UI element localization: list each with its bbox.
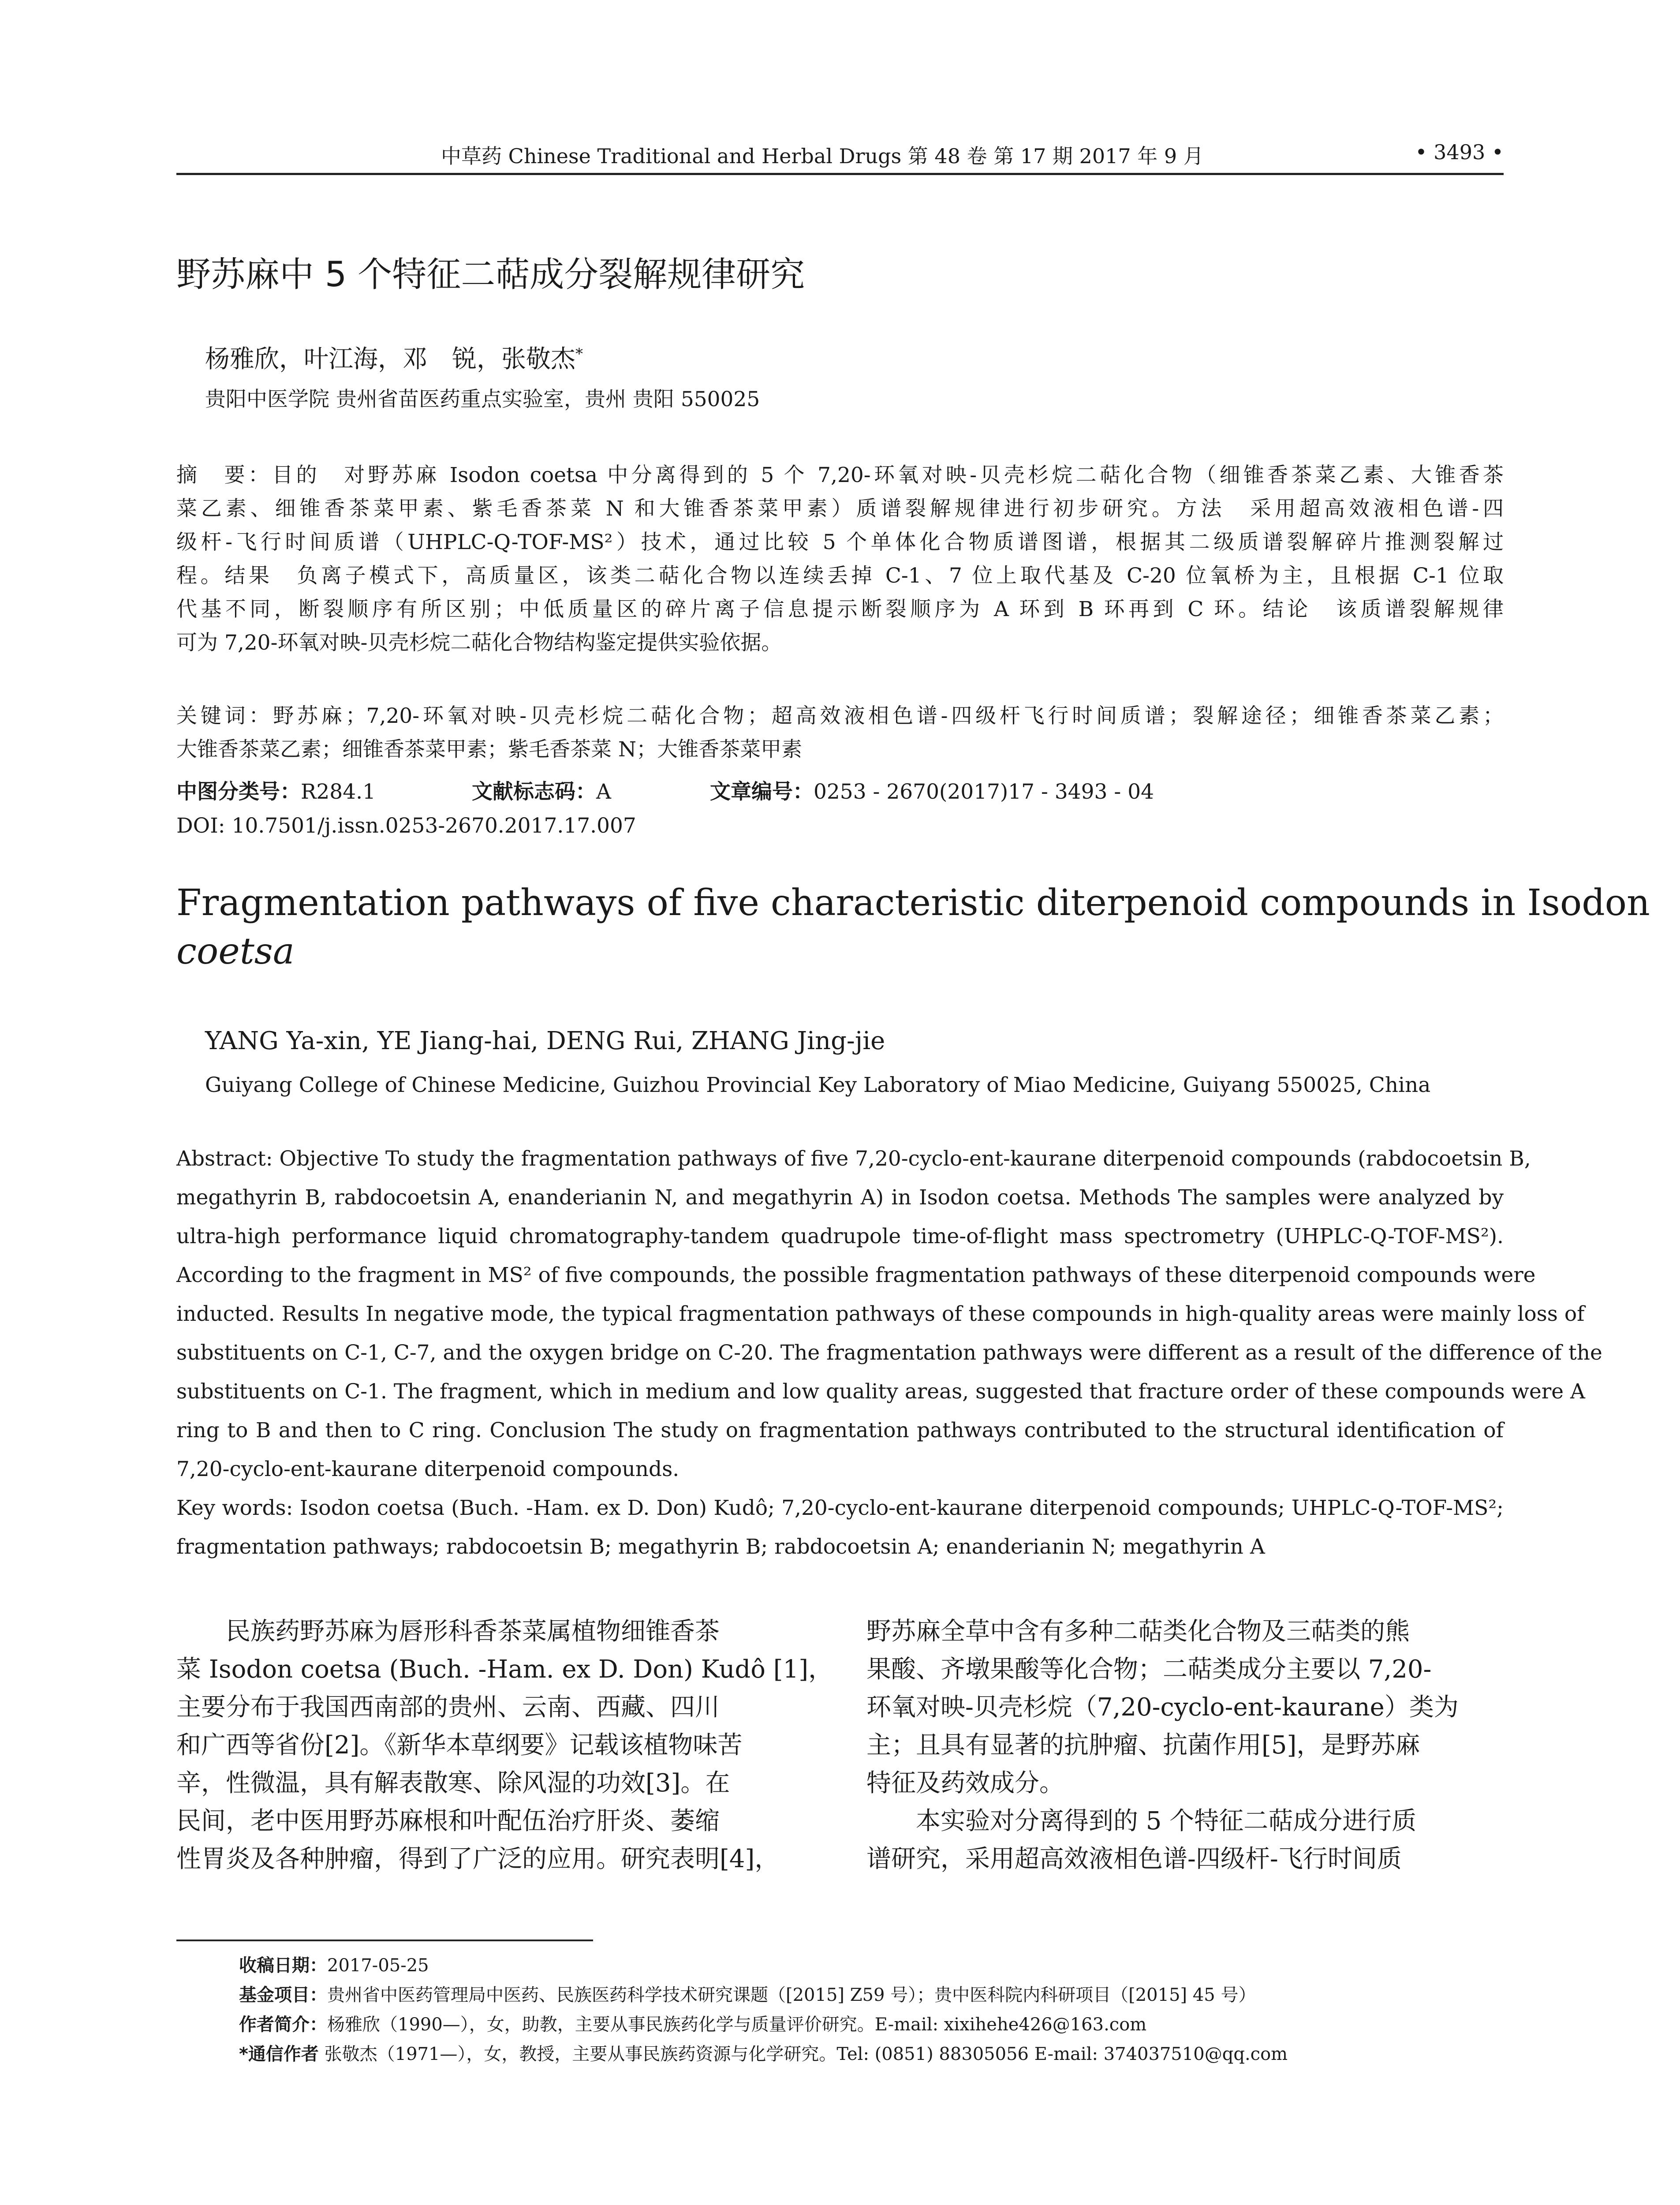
- abstract-line: According to the fragment in MS² of five compounds, the possible fragmentation pathways of these diterpenoid compounds were: [176, 1263, 1536, 1287]
- abstract-line: megathyrin B, rabdocoetsin A, enanderianin N, and megathyrin A) in Isodon coetsa. Methods The samples were analyzed by: [176, 1185, 1504, 1210]
- abstract-line: 代基不同，断裂顺序有所区别；中低质量区的碎片离子信息提示断裂顺序为 A 环到 B 环再到 C 环。结论 该质谱裂解规律: [176, 597, 1504, 621]
- chinese-title: 野苏麻中 5 个特征二萜成分裂解规律研究: [176, 255, 805, 295]
- body-line: 野苏麻全草中含有多种二萜类化合物及三萜类的熊: [866, 1617, 1410, 1646]
- page-number: • 3493 •: [1415, 140, 1504, 164]
- body-line: 辛，性微温，具有解表散寒、除风湿的功效[3]。在: [176, 1769, 730, 1798]
- english-authors: YANG Ya-xin, YE Jiang-hai, DENG Rui, ZHANG Jing-jie: [205, 1027, 885, 1055]
- abstract-line: 程。结果 负离子模式下，高质量区，该类二萜化合物以连续丢掉 C-1、7 位上取代基及 C-20 位氧桥为主，且根据 C-1 位取: [176, 564, 1504, 588]
- keywords-line: 关键词：野苏麻；7,20-环氧对映-贝壳杉烷二萜化合物；超高效液相色谱-四级杆飞行时间质谱；裂解途径；细锥香茶菜乙素；: [176, 704, 1504, 728]
- article-value: 0253 - 2670(2017)17 - 3493 - 04: [814, 780, 1154, 804]
- class-label: 中图分类号：: [176, 780, 301, 804]
- chinese-affiliation: 贵阳中医学院 贵州省苗医药重点实验室，贵州 贵阳 550025: [205, 387, 760, 411]
- body-line: 民间，老中医用野苏麻根和叶配伍治疗肝炎、萎缩: [176, 1807, 720, 1835]
- abstract-line: substituents on C-1. The fragment, which in medium and low quality areas, suggested that fracture order of these compounds were A: [176, 1379, 1585, 1404]
- english-title-line: coetsa: [176, 931, 295, 972]
- doccode-value: A: [596, 780, 611, 804]
- english-title-line: Fragmentation pathways of five characteristic diterpenoid compounds in Isodon: [176, 882, 1650, 924]
- doccode-label: 文献标志码：: [472, 780, 596, 804]
- article-label: 文章编号：: [710, 780, 814, 804]
- abstract-line: 摘 要：目的 对野苏麻 Isodon coetsa 中分离得到的 5 个 7,20-环氧对映-贝壳杉烷二萜化合物（细锥香茶菜乙素、大锥香茶: [176, 463, 1504, 487]
- abstract-line: substituents on C-1, C-7, and the oxygen bridge on C-20. The fragmentation pathways were different as a result of the difference of the: [176, 1341, 1602, 1365]
- footnote-received: 收稿日期：2017-05-25: [239, 1955, 429, 1976]
- body-line: 谱研究，采用超高效液相色谱-四级杆-飞行时间质: [866, 1845, 1402, 1873]
- abstract-line: 7,20-cyclo-ent-kaurane diterpenoid compounds.: [176, 1457, 679, 1481]
- abstract-line: ring to B and then to C ring. Conclusion The study on fragmentation pathways contributed to the structural identification of: [176, 1418, 1504, 1443]
- journal-name: 中草药 Chinese Traditional and Herbal Drugs 第 48 卷 第 17 期 2017 年 9 月: [441, 144, 1204, 168]
- abstract-line: Abstract: Objective To study the fragmentation pathways of five 7,20-cyclo-ent-kaurane diterpenoid compounds (rabdocoetsin B,: [176, 1147, 1531, 1171]
- keywords-line: fragmentation pathways; rabdocoetsin B; megathyrin B; rabdocoetsin A; enanderianin N; megathyrin A: [176, 1535, 1265, 1559]
- body-line: 环氧对映-贝壳杉烷（7,20-cyclo-ent-kaurane）类为: [866, 1693, 1459, 1722]
- abstract-line: 可为 7,20-环氧对映-贝壳杉烷二萜化合物结构鉴定提供实验依据。: [176, 631, 782, 655]
- body-line: 菜 Isodon coetsa (Buch. -Ham. ex D. Don) Kudô [1]，: [176, 1655, 833, 1684]
- body-line: 主；且具有显著的抗肿瘤、抗菌作用[5]，是野苏麻: [866, 1731, 1420, 1760]
- keywords-line: Key words: Isodon coetsa (Buch. -Ham. ex D. Don) Kudô; 7,20-cyclo-ent-kaurane diterpenoid compounds; UHPLC-Q-TOF-MS²;: [176, 1496, 1504, 1520]
- footnote-corresponding: *通信作者 张敬杰（1971—），女，教授，主要从事民族药资源与化学研究。Tel: (0851) 88305056 E-mail: 374037510@qq.com: [239, 2044, 1288, 2064]
- abstract-line: inducted. Results In negative mode, the typical fragmentation pathways of these compounds in high-quality areas were mainly loss of: [176, 1302, 1585, 1326]
- english-affiliation: Guiyang College of Chinese Medicine, Guizhou Provincial Key Laboratory of Miao Medicine, Guiyang 550025, China: [205, 1073, 1431, 1097]
- body-line: 果酸、齐墩果酸等化合物；二萜类成分主要以 7,20-: [866, 1655, 1432, 1684]
- abstract-line: 级杆-飞行时间质谱（UHPLC-Q-TOF-MS²）技术，通过比较 5 个单体化合物质谱图谱，根据其二级质谱裂解碎片推测裂解过: [176, 530, 1504, 554]
- body-line: 性胃炎及各种肿瘤，得到了广泛的应用。研究表明[4]，: [176, 1845, 780, 1873]
- header-rule: [176, 173, 1504, 175]
- footnote-author: 作者简介：杨雅欣（1990—），女，助教，主要从事民族药化学与质量评价研究。E-mail: xixihehe426@163.com: [239, 2014, 1147, 2035]
- chinese-authors: 杨雅欣，叶江海，邓 锐，张敬杰*: [205, 345, 583, 374]
- body-line: 主要分布于我国西南部的贵州、云南、西藏、四川: [176, 1693, 720, 1722]
- footnote-fund: 基金项目：贵州省中医药管理局中医药、民族医药科学技术研究课题（[2015] Z59 号）；贵中医科院内科研项目（[2015] 45 号）: [239, 1985, 1256, 2005]
- doi-text: DOI: 10.7501/j.issn.0253-2670.2017.17.007: [176, 814, 636, 838]
- keywords-line: 大锥香茶菜乙素；细锥香茶菜甲素；紫毛香茶菜 N；大锥香茶菜甲素: [176, 737, 803, 762]
- abstract-line: ultra-high performance liquid chromatography-tandem quadrupole time-of-flight mass spectrometry (UHPLC-Q-TOF-MS²).: [176, 1224, 1504, 1248]
- footnote-rule: [176, 1940, 593, 1941]
- body-line: 民族药野苏麻为唇形科香茶菜属植物细锥香茶: [176, 1617, 720, 1646]
- body-line: 本实验对分离得到的 5 个特征二萜成分进行质: [866, 1807, 1417, 1835]
- english-title: [176, 882, 1650, 979]
- body-line: 特征及药效成分。: [866, 1769, 1064, 1798]
- class-value: R284.1: [301, 780, 376, 804]
- running-header: [176, 140, 1504, 171]
- abstract-line: 菜乙素、细锥香茶菜甲素、紫毛香茶菜 N 和大锥香茶菜甲素）质谱裂解规律进行初步研究。方法 采用超高效液相色谱-四: [176, 497, 1504, 521]
- body-line: 和广西等省份[2]。《新华本草纲要》记载该植物味苦: [176, 1731, 743, 1760]
